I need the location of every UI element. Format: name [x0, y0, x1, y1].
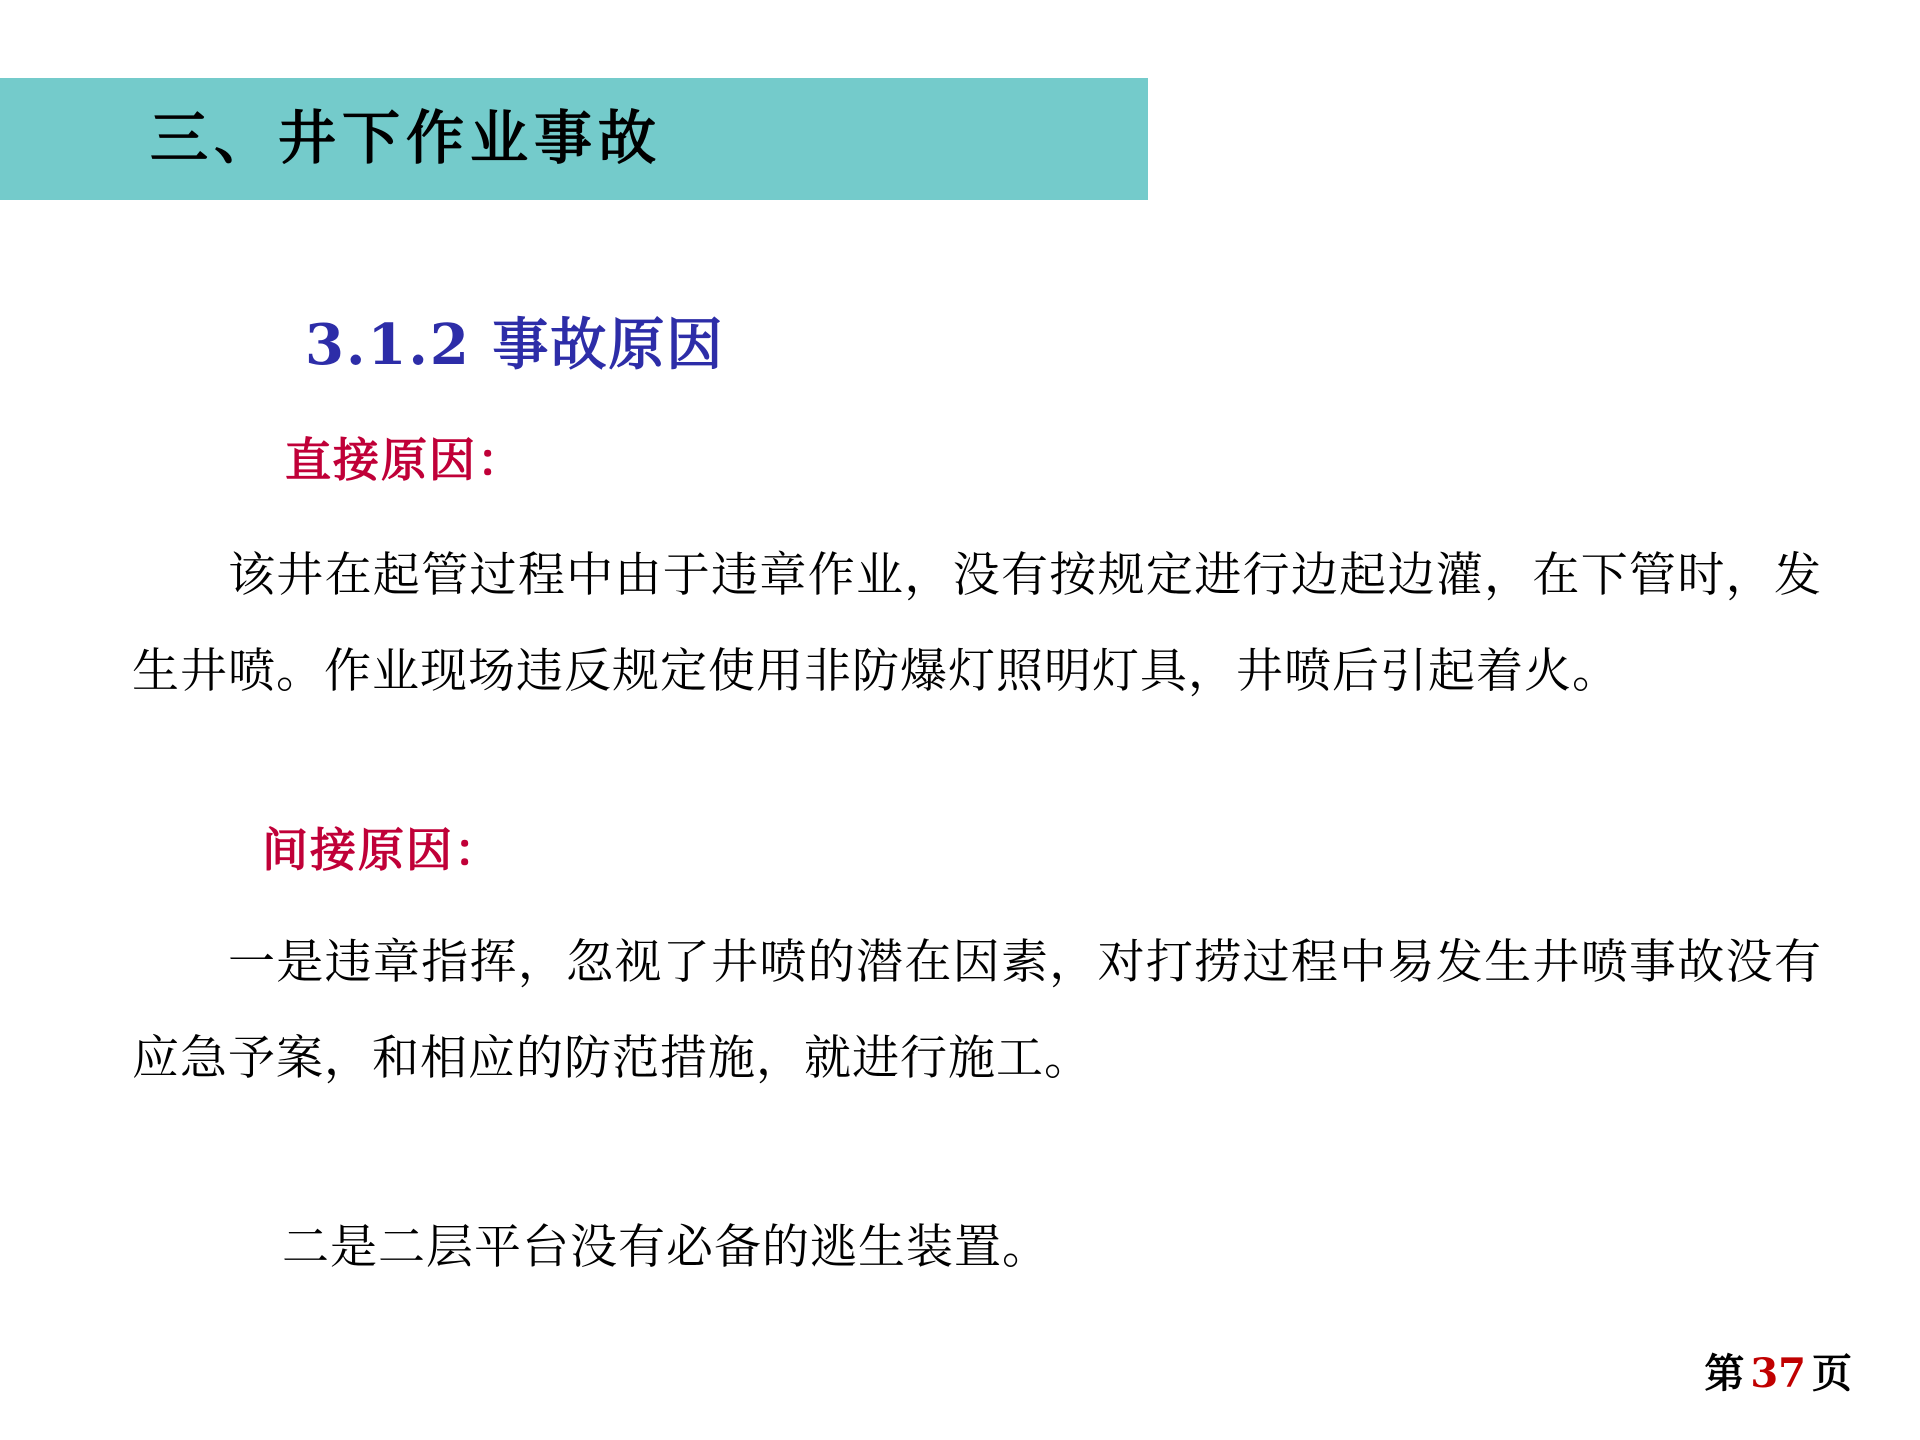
section-heading: 3.1.2 事故原因: [305, 312, 725, 378]
page-title: 三、井下作业事故: [150, 104, 663, 172]
indirect-cause-paragraph-1: 一是违章指挥，忽视了井喷的潜在因素，对打捞过程中易发生井喷事故没有应急予案，和相应的防范措施，就进行施工。: [132, 935, 1822, 1086]
indirect-cause-paragraph-2: 二是二层平台没有必备的逃生装置。: [282, 1220, 1050, 1275]
page-footer-prefix: 第: [1704, 1350, 1745, 1397]
indirect-cause-label: 间接原因：: [262, 823, 502, 877]
page-footer: [1704, 1350, 1852, 1398]
page-number: 37: [1750, 1350, 1806, 1397]
page-footer-suffix: 页: [1812, 1350, 1852, 1397]
direct-cause-label: 直接原因：: [285, 433, 525, 487]
direct-cause-paragraph: 该井在起管过程中由于违章作业，没有按规定进行边起边灌，在下管时，发生井喷。作业现场违反规定使用非防爆灯照明灯具，井喷后引起着火。: [132, 548, 1822, 699]
